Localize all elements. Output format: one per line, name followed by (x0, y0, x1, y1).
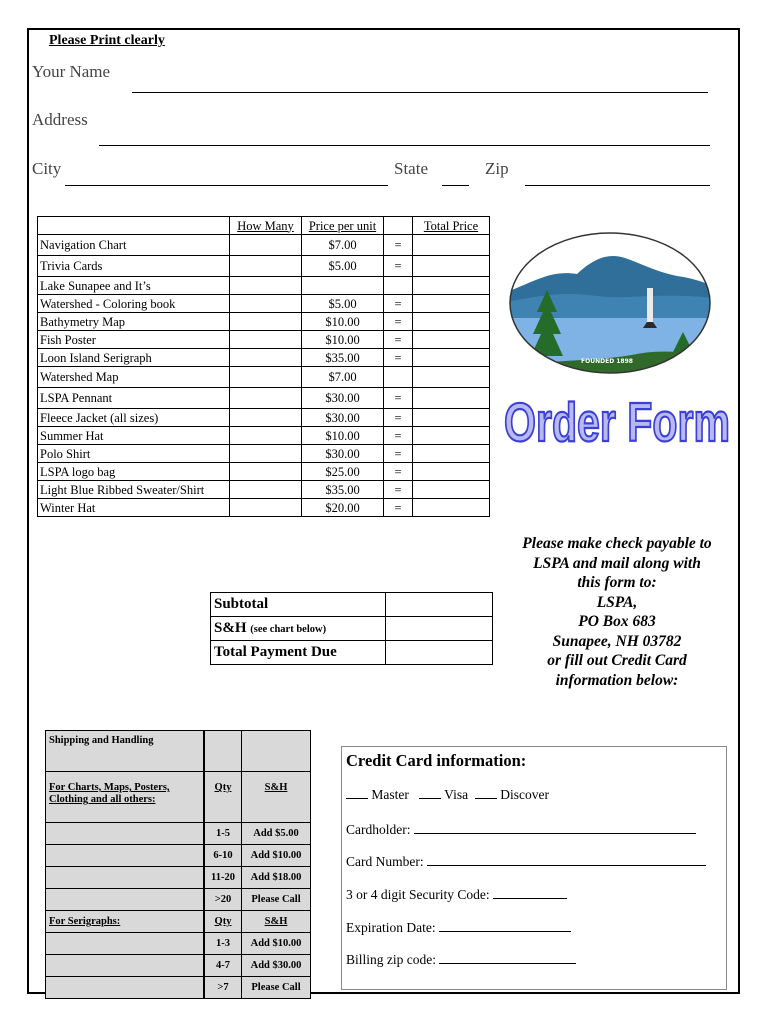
total-cell[interactable] (413, 367, 490, 388)
city-label: City (32, 159, 62, 178)
qty-cell[interactable] (230, 367, 302, 388)
name-label: Your Name (32, 62, 111, 81)
order-form-title (501, 386, 737, 450)
card-number-row (346, 853, 706, 870)
address-field-line[interactable] (99, 145, 710, 146)
zip-label: Zip (485, 159, 509, 178)
card-type-row (346, 786, 549, 803)
order-form-title-text: Order Form (504, 391, 730, 450)
table-row: 11-20 Add $18.00 (46, 867, 311, 889)
products-table (37, 216, 490, 517)
mailing-instructions: Please make check payable to LSPA and mail along with this form to: LSPA, PO Box 683 Sunapee, NH 03782 or fill out Credit Card information below: (522, 535, 712, 689)
sh-row (211, 617, 493, 641)
cardholder-row (346, 821, 696, 838)
total-cell[interactable] (413, 463, 490, 481)
total-cell[interactable] (413, 313, 490, 331)
total-cell[interactable] (413, 481, 490, 499)
sh-value[interactable] (386, 617, 493, 641)
total-cell[interactable] (413, 409, 490, 427)
table-row: Light Blue Ribbed Sweater/Shirt $35.00 = (38, 481, 490, 499)
billing-zip-label: Billing zip code: (346, 952, 436, 967)
visa-checkbox[interactable] (419, 786, 441, 799)
total-cell[interactable] (413, 499, 490, 517)
qty-cell[interactable] (230, 427, 302, 445)
card-number-field[interactable] (427, 853, 706, 866)
shipping-group2-header: For Serigraphs: Qty S&H (46, 911, 311, 933)
order-form-page (27, 28, 740, 994)
qty-cell[interactable] (230, 388, 302, 409)
table-row: >7 Please Call (46, 977, 311, 999)
state-label: State (394, 159, 428, 178)
total-cell[interactable] (413, 295, 490, 313)
qty-cell[interactable] (230, 313, 302, 331)
cardholder-label: Cardholder: (346, 822, 411, 837)
qty-cell[interactable] (230, 256, 302, 277)
discover-checkbox[interactable] (475, 786, 497, 799)
total-due-label: Total Payment Due (211, 641, 386, 665)
zip-field-line[interactable] (525, 185, 710, 186)
table-row: Loon Island Serigraph $35.00 = (38, 349, 490, 367)
total-cell[interactable] (413, 445, 490, 463)
qty-cell[interactable] (230, 235, 302, 256)
table-row: Watershed - Coloring book $5.00 = (38, 295, 490, 313)
qty-cell[interactable] (230, 331, 302, 349)
address-label: Address (32, 110, 88, 129)
total-due-row (211, 641, 493, 665)
shipping-handling-table (45, 730, 311, 999)
products-header-row (38, 217, 490, 235)
table-row: Winter Hat $20.00 = (38, 499, 490, 517)
qty-cell[interactable] (230, 499, 302, 517)
qty-cell[interactable] (230, 481, 302, 499)
table-row: LSPA logo bag $25.00 = (38, 463, 490, 481)
table-row: Watershed Map $7.00 (38, 367, 490, 388)
qty-cell[interactable] (230, 445, 302, 463)
lspa-logo (507, 230, 713, 376)
table-row: Summer Hat $10.00 = (38, 427, 490, 445)
table-row: Polo Shirt $30.00 = (38, 445, 490, 463)
total-cell[interactable] (413, 235, 490, 256)
qty-cell[interactable] (230, 295, 302, 313)
table-row: Fish Poster $10.00 = (38, 331, 490, 349)
shipping-group1-header: For Charts, Maps, Posters, Clothing and all others: Qty S&H (46, 772, 311, 823)
security-code-row (346, 886, 567, 903)
table-row: Fleece Jacket (all sizes) $30.00 = (38, 409, 490, 427)
subtotal-row (211, 593, 493, 617)
qty-cell[interactable] (230, 349, 302, 367)
total-cell[interactable] (413, 256, 490, 277)
table-row: Trivia Cards $5.00 = (38, 256, 490, 277)
table-row: Lake Sunapee and It’s (38, 277, 490, 295)
qty-cell[interactable] (230, 277, 302, 295)
price-per-unit-header: Price per unit (302, 217, 384, 235)
print-clearly-note: Please Print clearly (49, 33, 165, 48)
expiration-row (346, 919, 571, 936)
qty-cell[interactable] (230, 463, 302, 481)
table-row: 6-10 Add $10.00 (46, 845, 311, 867)
total-cell[interactable] (413, 388, 490, 409)
security-code-field[interactable] (493, 886, 567, 899)
expiration-label: Expiration Date: (346, 920, 436, 935)
cardholder-field[interactable] (414, 821, 696, 834)
how-many-header: How Many (230, 217, 302, 235)
master-label: Master (371, 787, 409, 802)
subtotal-label: Subtotal (211, 593, 386, 617)
table-row: 4-7 Add $30.00 (46, 955, 311, 977)
name-field-line[interactable] (132, 92, 708, 93)
total-due-value[interactable] (386, 641, 493, 665)
total-cell[interactable] (413, 349, 490, 367)
shipping-title-row (46, 731, 311, 772)
credit-card-title: Credit Card information: (346, 751, 527, 770)
expiration-field[interactable] (439, 919, 571, 932)
security-code-label: 3 or 4 digit Security Code: (346, 887, 490, 902)
card-number-label: Card Number: (346, 854, 424, 869)
total-cell[interactable] (413, 277, 490, 295)
city-field-line[interactable] (65, 185, 388, 186)
table-row: Bathymetry Map $10.00 = (38, 313, 490, 331)
credit-card-box (341, 746, 727, 990)
shipping-title: Shipping and Handling (46, 731, 205, 772)
qty-cell[interactable] (230, 409, 302, 427)
billing-zip-row (346, 951, 576, 968)
subtotal-value[interactable] (386, 593, 493, 617)
discover-label: Discover (500, 787, 549, 802)
totals-table (210, 592, 493, 665)
table-row: 1-5 Add $5.00 (46, 823, 311, 845)
table-row: LSPA Pennant $30.00 = (38, 388, 490, 409)
master-checkbox[interactable] (346, 786, 368, 799)
total-price-header: Total Price (413, 217, 490, 235)
table-row: >20 Please Call (46, 889, 311, 911)
state-field-line[interactable] (442, 185, 469, 186)
visa-label: Visa (444, 787, 469, 802)
table-row: 1-3 Add $10.00 (46, 933, 311, 955)
billing-zip-field[interactable] (439, 951, 576, 964)
sh-label: S&H (see chart below) (211, 617, 386, 641)
total-cell[interactable] (413, 331, 490, 349)
table-row: Navigation Chart $7.00 = (38, 235, 490, 256)
total-cell[interactable] (413, 427, 490, 445)
logo-founded-text: FOUNDED 1898 (581, 358, 633, 365)
